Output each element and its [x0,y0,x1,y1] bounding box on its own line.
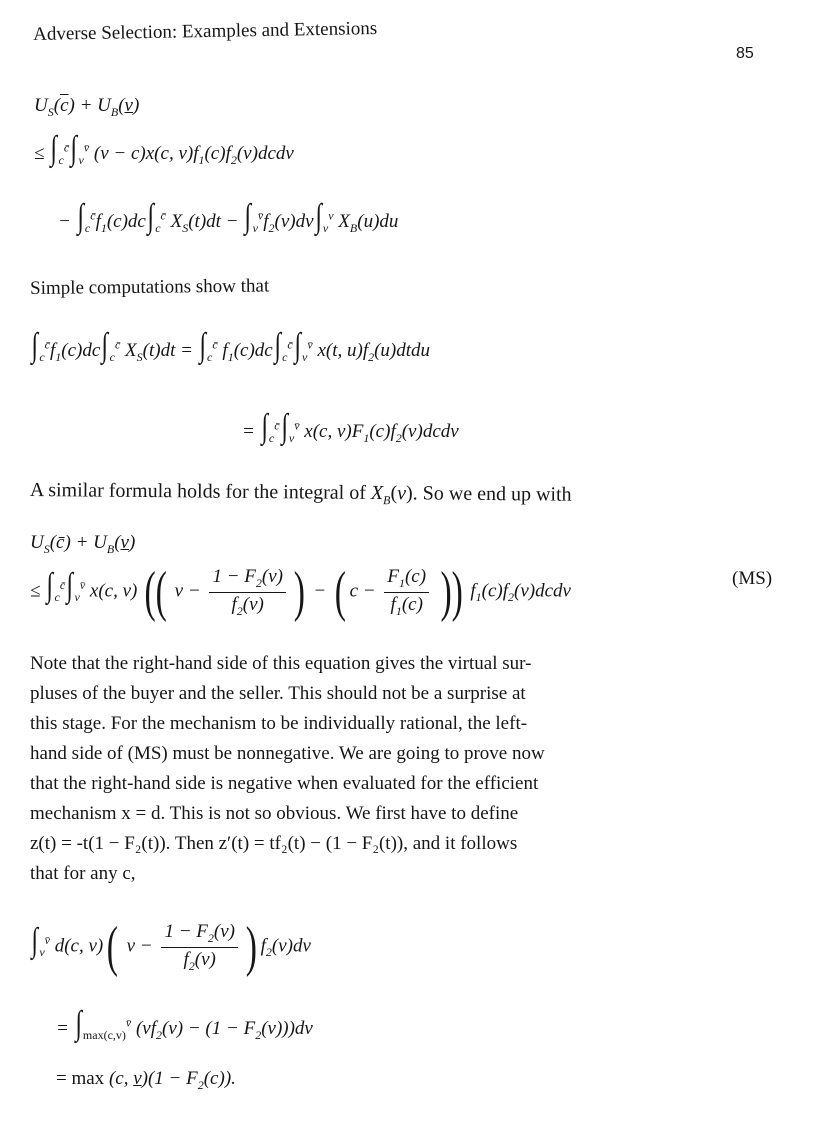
equation-5-line-1: $\int_v^{v̄}$ d(c, v)( v − $\frac{1 - F_2(v)}{f_2(v)}$ ) $f_2(v)dv$ [31,916,311,978]
paragraph-line-2: pluses of the buyer and the seller. This should not be a surprise at [30,683,526,704]
text-similar: A similar formula holds for the integral of $X_B(v)$. So we end up with [29,479,572,508]
paragraph-line-6: mechanism x = d. This is not so obvious. We first have to define [30,803,519,824]
equation-5-line-2: = $\int_{max(c,v)}^{v̄}$ $(vf_2(v) - (1 - F_2(v)))dv$ [56,1005,313,1042]
equation-5-line-3: = max (c, $v)(1 - F_2(c))$. [56,1068,236,1092]
equation-3: = $\int_c^{c̄}\int_v^{v̄}$ x(c, $v)F_1(c)f_2(v)dcdv$ [242,408,459,445]
text-simple: Simple computations show that [30,275,270,299]
equation-line-1: ≤ $\int_c^{c̄}\int_v^{v̄}$ (v − c)x(c, $v)f_1(c)f_2(v)dcdv$ [34,130,294,167]
paragraph-line-5: that the right-hand side is negative when evaluated for the efficient [30,773,539,794]
ms-label: (MS) [732,568,773,589]
running-title: Adverse Selection: Examples and Extensions [33,17,378,45]
paragraph-line-3: this stage. For the mechanism to be individually rational, the left- [30,713,528,734]
equation-ms: ≤ $\int_c^{c̄}\int_v^{v̄}$ x(c, v) (( v − $\frac{1 - F_2(v)}{f_2(v)}$ ) − ( c − $\frac{F_1(c)}{f_1(c)}$ )) $f_1(c)f_2(v)dcdv$ [30,561,571,623]
equation-2: $\int_c^{c̄}f_1(c)dc\int_c^{c̄}$ $X_S(t)dt = \int_c^{c̄}$ $f_1(c)dc\int_c^{c̄}\int_v^{v̄}$ x(t, $u)f_2(u)dtdu$ [31,327,431,364]
paragraph-line-1: Note that the right-hand side of this equation gives the virtual sur- [30,653,532,674]
page-number: 85 [736,45,754,62]
equation-ms-lhs: $U_S(c̄) + U_B(v)$ [30,532,136,556]
paragraph-line-8: that for any c, [30,863,136,884]
paragraph-line-7: z(t) = -t(1 − F₂(t)). Then z′(t) = tf₂(t) − (1 − F₂(t)), and it follows [30,833,518,854]
equation-lhs: $U_S(\overline{c}) + U_B(v)$ [34,95,140,119]
equation-line-2: − $\int_c^{c̄}f_1(c)dc\int_c^{c̄}$ $X_S(t)dt - \int_v^{v̄}f_2(v)dv\int_v^v$ $X_B(u)du$ [58,198,399,235]
paragraph-line-4: hand side of (MS) must be nonnegative. We are going to prove now [30,743,545,764]
